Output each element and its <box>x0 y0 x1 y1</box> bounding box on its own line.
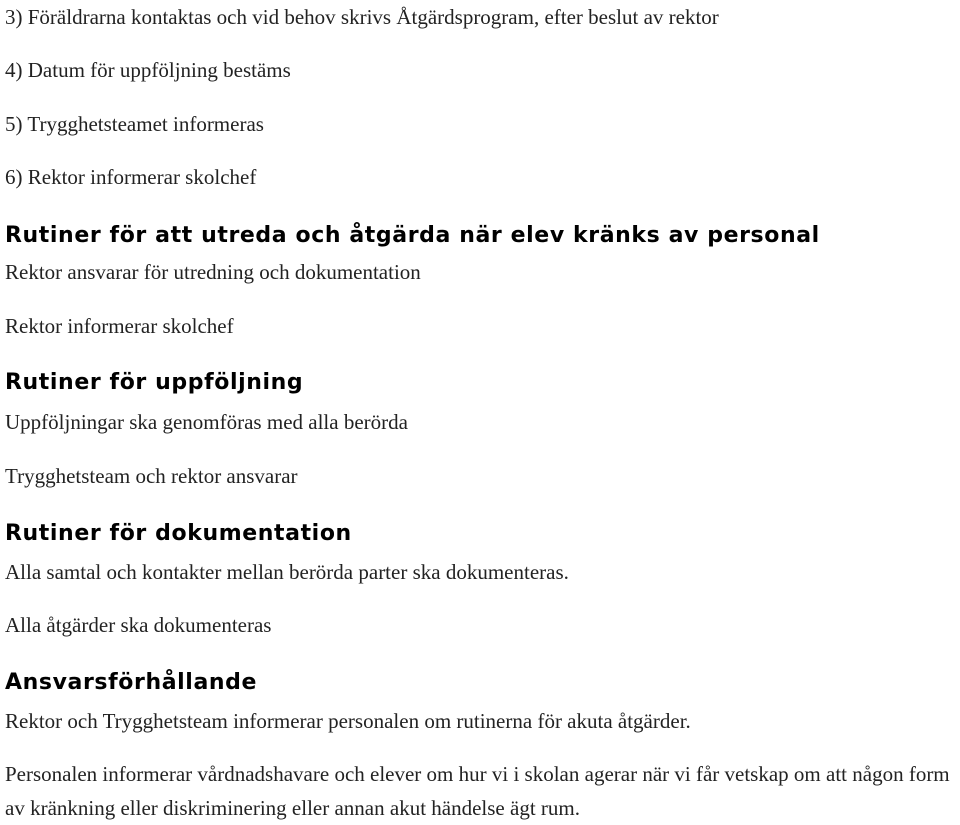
paragraph: Uppföljningar ska genomföras med alla berörda <box>5 410 408 434</box>
list-item: 3) Föräldrarna kontaktas och vid behov skrivs Åtgärdsprogram, efter beslut av rektor <box>5 5 719 29</box>
list-item: 4) Datum för uppföljning bestäms <box>5 58 291 82</box>
section-heading: Rutiner för uppföljning <box>5 370 304 395</box>
paragraph: Rektor ansvarar för utredning och dokumentation <box>5 260 421 284</box>
section-heading: Ansvarsförhållande <box>5 670 258 695</box>
paragraph: Rektor informerar skolchef <box>5 314 234 338</box>
paragraph: Alla åtgärder ska dokumenteras <box>5 613 272 637</box>
section-heading: Rutiner för att utreda och åtgärda när elev kränks av personal <box>5 223 820 248</box>
list-item: 5) Trygghetsteamet informeras <box>5 112 264 136</box>
list-item: 6) Rektor informerar skolchef <box>5 165 257 189</box>
paragraph: Rektor och Trygghetsteam informerar personalen om rutinerna för akuta åtgärder. <box>5 709 691 733</box>
paragraph: Personalen informerar vårdnadshavare och elever om hur vi i skolan agerar när vi får vetskap om att någon form av kränkning eller diskriminering eller annan akut händelse ägt rum. <box>5 762 950 820</box>
paragraph: Trygghetsteam och rektor ansvarar <box>5 464 298 488</box>
paragraph: Alla samtal och kontakter mellan berörda parter ska dokumenteras. <box>5 560 569 584</box>
section-heading: Rutiner för dokumentation <box>5 521 352 546</box>
